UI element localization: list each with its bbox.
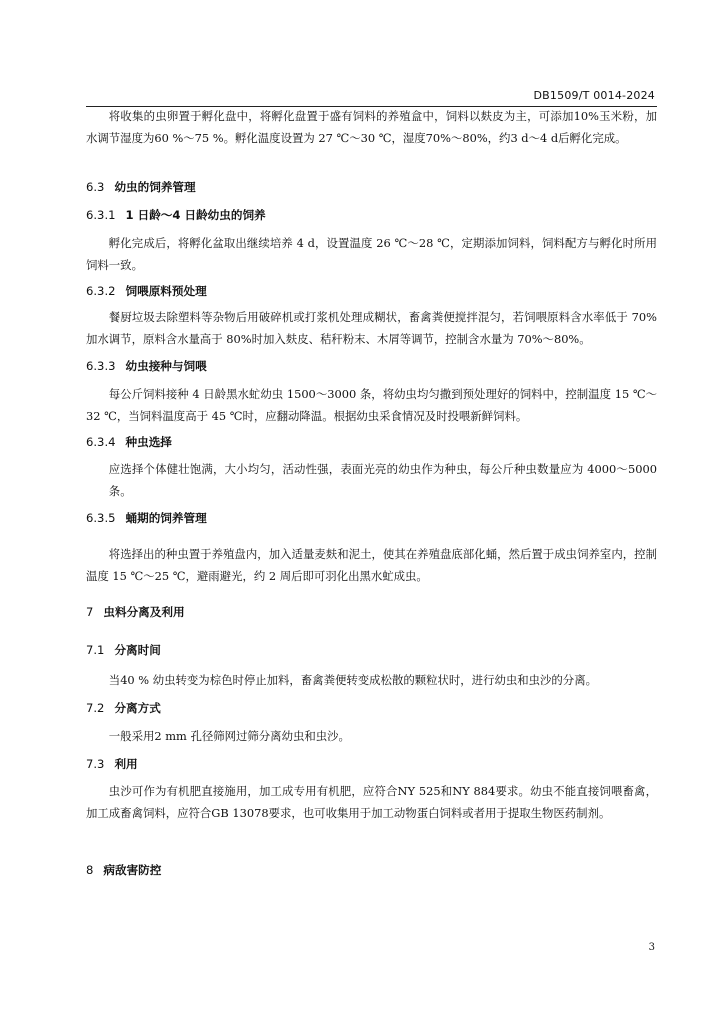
standard-code: DB1509/T 0014-2024 <box>533 89 655 102</box>
heading-title: 1 日龄～4 日龄幼虫的饲养 <box>125 208 266 222</box>
heading-7-3 <box>86 756 138 772</box>
paragraph-pupa-management: 将选择出的种虫置于养殖盘内，加入适量麦麸和泥土，使其在养殖盘底部化蛹，然后置于成虫饲养室内，控制温度 15 ℃～25 ℃，避雨避光，约 2 周后即可羽化出黑水虻成虫。 <box>86 547 657 583</box>
heading-number: 7.3 <box>86 757 105 771</box>
heading-7-1 <box>86 642 161 658</box>
heading-title: 病敌害防控 <box>103 863 162 877</box>
heading-title: 幼虫接种与饲喂 <box>125 359 207 373</box>
paragraph-separation-time: 当40 % 幼虫转变为棕色时停止加料，畜禽粪便转变成松散的颗粒状时，进行幼虫和虫沙的分离。 <box>108 673 597 687</box>
heading-title: 种虫选择 <box>125 435 172 449</box>
paragraph-utilization: 虫沙可作为有机肥直接施用，加工成专用有机肥，应符合NY 525和NY 884要求。幼虫不能直接饲喂畜禽，加工成畜禽饲料，应符合GB 13078要求，也可收集用于加工动物蛋白饲料或者用于提取生物医药制剂。 <box>86 784 657 820</box>
paragraph-hatching-procedure: 将收集的虫卵置于孵化盘中，将孵化盘置于盛有饲料的养殖盒中，饲料以麸皮为主，可添加10%玉米粉，加水调节湿度为60 %～75 %。孵化温度设置为 27 ℃～30 ℃，湿度70%～80%，约3 d～4 d后孵化完成。 <box>86 109 657 145</box>
heading-title: 虫料分离及利用 <box>103 605 185 619</box>
heading-6-3-2 <box>86 283 207 299</box>
heading-6-3-4 <box>86 434 172 450</box>
heading-6-3-3 <box>86 358 207 374</box>
paragraph-separation-method: 一般采用2 mm 孔径筛网过筛分离幼虫和虫沙。 <box>108 729 350 743</box>
page-number: 3 <box>648 942 655 953</box>
heading-number: 6.3 <box>86 180 105 194</box>
paragraph-breeder-selection: 应选择个体健壮饱满，大小均匀，活动性强，表面光亮的幼虫作为种虫，每公斤种虫数量应为 4000～5000 条。 <box>108 462 657 498</box>
heading-number: 6.3.1 <box>86 208 116 222</box>
paragraph-larvae-1-4-days: 孵化完成后，将孵化盆取出继续培养 4 d，设置温度 26 ℃～28 ℃，定期添加饲料，饲料配方与孵化时所用饲料一致。 <box>86 236 657 272</box>
heading-title: 饲喂原料预处理 <box>125 284 207 298</box>
heading-number: 6.3.3 <box>86 359 116 373</box>
heading-number: 7.2 <box>86 701 105 715</box>
heading-7-2 <box>86 700 161 716</box>
heading-7 <box>86 604 185 620</box>
paragraph-feed-pretreatment: 餐厨垃圾去除塑料等杂物后用破碎机或打浆机处理成糊状，畜禽粪便搅拌混匀，若饲喂原料含水率低于 70%加水调节，原料含水量高于 80%时加入麸皮、秸秆粉末、木屑等调节，控制含水量为 70%～80%。 <box>86 310 657 346</box>
heading-title: 分离方式 <box>114 701 161 715</box>
heading-number: 7 <box>86 605 94 619</box>
heading-title: 蛹期的饲养管理 <box>125 511 207 525</box>
heading-title: 利用 <box>114 757 138 771</box>
heading-number: 7.1 <box>86 643 105 657</box>
heading-8 <box>86 862 161 878</box>
heading-number: 6.3.4 <box>86 435 116 449</box>
heading-number: 6.3.2 <box>86 284 116 298</box>
heading-6-3 <box>86 179 196 195</box>
heading-6-3-5 <box>86 510 207 526</box>
heading-title: 幼虫的饲养管理 <box>114 180 196 194</box>
heading-number: 6.3.5 <box>86 511 116 525</box>
heading-title: 分离时间 <box>114 643 161 657</box>
heading-number: 8 <box>86 863 94 877</box>
paragraph-larvae-inoculation: 每公斤饲料接种 4 日龄黑水虻幼虫 1500～3000 条，将幼虫均匀撒到预处理好的饲料中，控制温度 15 ℃～32 ℃，当饲料温度高于 45 ℃时，应翻动降温。根据幼虫采食情况及时投喂新鲜饲料。 <box>86 387 657 423</box>
heading-6-3-1 <box>86 207 266 223</box>
